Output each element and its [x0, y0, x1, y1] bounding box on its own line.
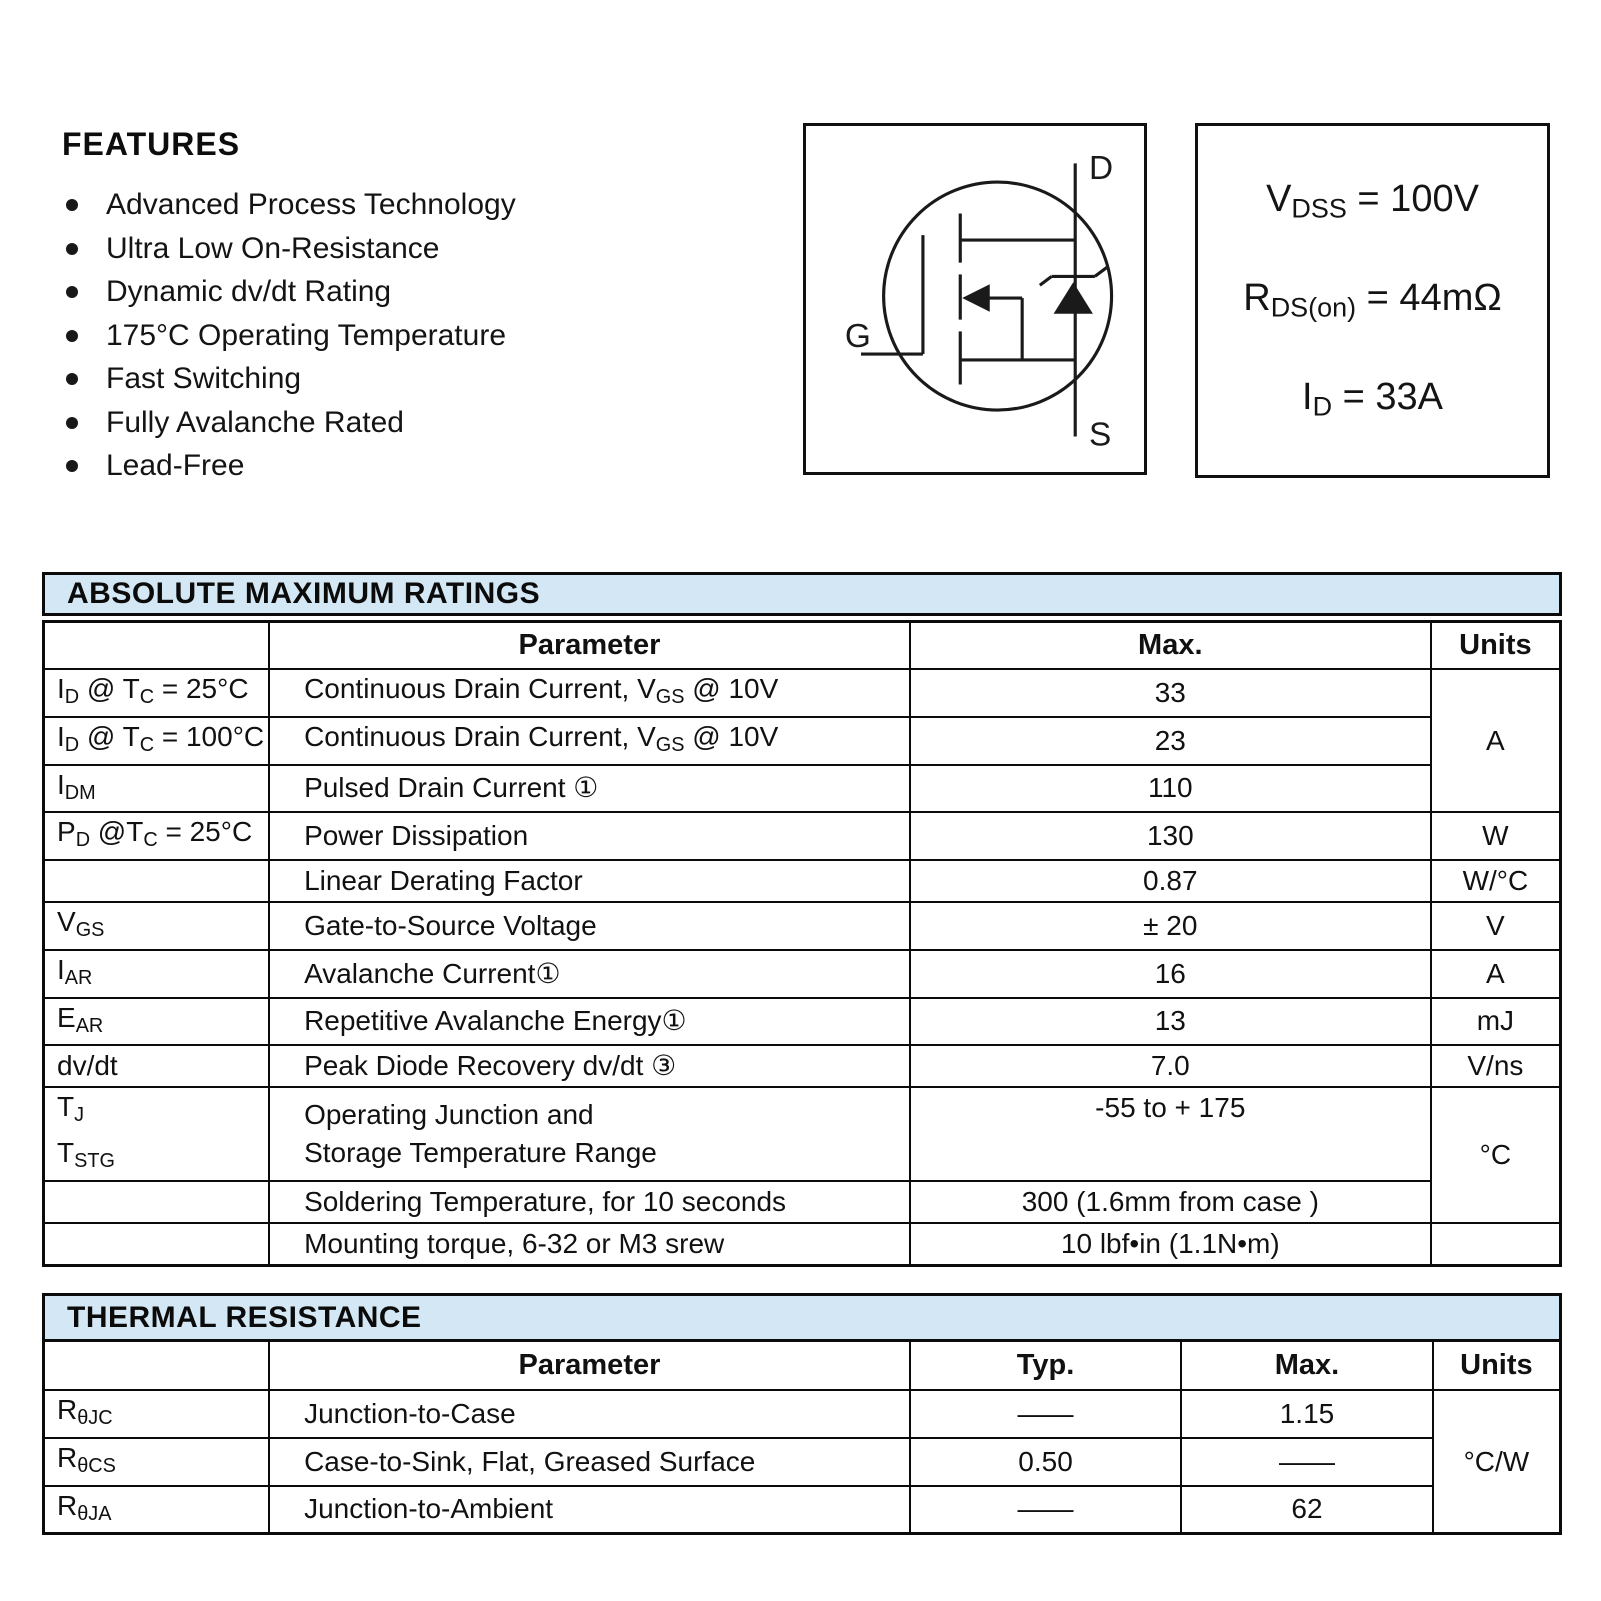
cell-max: ± 20	[910, 902, 1431, 950]
spec-line: ID = 33A	[1302, 376, 1443, 422]
bullet-icon	[66, 199, 78, 211]
header-units: Units	[1433, 1341, 1561, 1391]
thermal-table-body	[44, 1390, 1561, 1534]
abs-max-title: ABSOLUTE MAXIMUM RATINGS	[67, 577, 541, 610]
cell-units: A	[1431, 669, 1561, 812]
cell-typ: 0.50	[910, 1438, 1181, 1486]
cell-max: 16	[910, 950, 1431, 998]
cell-parameter: Soldering Temperature, for 10 seconds	[269, 1181, 910, 1223]
cell-parameter: Gate-to-Source Voltage	[269, 902, 910, 950]
cell-max: ——	[1181, 1438, 1433, 1486]
mosfet-symbol	[806, 126, 1144, 472]
key-specs-box	[1195, 123, 1550, 478]
features-section	[62, 126, 722, 488]
feature-item	[62, 444, 722, 488]
header-symbol	[44, 622, 270, 670]
cell-parameter: Mounting torque, 6-32 or M3 srew	[269, 1223, 910, 1266]
feature-item-label: Advanced Process Technology	[106, 188, 516, 221]
cell-parameter: Repetitive Avalanche Energy①	[269, 998, 910, 1046]
header-typ: Typ.	[910, 1341, 1181, 1391]
feature-item	[62, 183, 722, 227]
table-row	[44, 1181, 1561, 1223]
features-title: FEATURES	[62, 126, 241, 162]
feature-item-label: 175°C Operating Temperature	[106, 318, 507, 352]
feature-item-label: Lead-Free	[106, 449, 245, 482]
cell-max: 13	[910, 998, 1431, 1046]
thermal-resistance-table	[42, 1339, 1562, 1535]
header-symbol	[44, 1341, 270, 1391]
cell-units: A	[1431, 950, 1561, 998]
cell-parameter: Case-to-Sink, Flat, Greased Surface	[269, 1438, 910, 1486]
table-row	[44, 1087, 1561, 1181]
feature-item	[62, 357, 722, 401]
table-row	[44, 1486, 1561, 1534]
cell-parameter: Pulsed Drain Current ①	[269, 765, 910, 813]
header-units: Units	[1431, 622, 1561, 670]
feature-item-label: Fully Avalanche Rated	[106, 405, 404, 439]
table-row	[44, 812, 1561, 860]
cell-symbol: ID @ TC = 25°C	[44, 669, 270, 717]
cell-parameter: Operating Junction and Storage Temperature Range	[269, 1087, 910, 1181]
cell-max: 33	[910, 669, 1431, 717]
header-parameter: Parameter	[269, 1341, 910, 1391]
spec-line: VDSS = 100V	[1266, 178, 1479, 224]
cell-parameter: Peak Diode Recovery dv/dt ③	[269, 1045, 910, 1087]
thermal-title: THERMAL RESISTANCE	[67, 1300, 422, 1334]
feature-item	[62, 270, 722, 314]
abs-max-title-bar	[42, 572, 1562, 616]
feature-item	[62, 314, 722, 358]
cell-max: 7.0	[910, 1045, 1431, 1087]
cell-symbol: IAR	[44, 950, 270, 998]
table-row	[44, 765, 1561, 813]
cell-max: 23	[910, 717, 1431, 765]
cell-max: 10 lbf•in (1.1N•m)	[910, 1223, 1431, 1266]
table-row	[44, 902, 1561, 950]
cell-parameter: Continuous Drain Current, VGS @ 10V	[269, 669, 910, 717]
feature-item	[62, 401, 722, 445]
cell-symbol	[44, 1223, 270, 1266]
table-row	[44, 669, 1561, 717]
feature-item-label: Fast Switching	[106, 362, 302, 395]
drain-label: D	[1088, 150, 1114, 188]
cell-units: mJ	[1431, 998, 1561, 1046]
header-max: Max.	[910, 622, 1431, 670]
gate-label: G	[844, 318, 871, 356]
cell-max: 62	[1181, 1486, 1433, 1534]
bullet-icon	[66, 373, 78, 385]
cell-max: 300 (1.6mm from case )	[910, 1181, 1431, 1223]
cell-typ: ——	[910, 1486, 1181, 1534]
table-row	[44, 1223, 1561, 1266]
cell-units: V	[1431, 902, 1561, 950]
cell-symbol: RθJA	[44, 1486, 270, 1534]
cell-parameter: Avalanche Current①	[269, 950, 910, 998]
table-row	[44, 998, 1561, 1046]
table-row	[44, 860, 1561, 902]
thermal-resistance-section	[42, 1293, 1562, 1535]
cell-max: 110	[910, 765, 1431, 813]
bullet-icon	[66, 330, 78, 342]
cell-symbol: TJ TSTG	[44, 1087, 270, 1181]
source-label: S	[1088, 416, 1112, 454]
bullet-icon	[66, 417, 78, 429]
mosfet-symbol-box	[803, 123, 1147, 475]
cell-symbol: dv/dt	[44, 1045, 270, 1087]
cell-max: 1.15	[1181, 1390, 1433, 1438]
feature-item	[62, 227, 722, 271]
header-parameter: Parameter	[269, 622, 910, 670]
cell-symbol	[44, 1181, 270, 1223]
cell-parameter: Junction-to-Ambient	[269, 1486, 910, 1534]
cell-units: °C	[1431, 1087, 1561, 1223]
bullet-icon	[66, 286, 78, 298]
cell-symbol: RθCS	[44, 1438, 270, 1486]
feature-item-label: Ultra Low On-Resistance	[106, 231, 440, 265]
cell-parameter: Junction-to-Case	[269, 1390, 910, 1438]
body-diode	[1054, 282, 1093, 313]
cell-parameter: Continuous Drain Current, VGS @ 10V	[269, 717, 910, 765]
cell-units: W	[1431, 812, 1561, 860]
cell-symbol: VGS	[44, 902, 270, 950]
feature-list	[62, 183, 722, 488]
cell-parameter: Linear Derating Factor	[269, 860, 910, 902]
cell-symbol: RθJC	[44, 1390, 270, 1438]
cell-units: V/ns	[1431, 1045, 1561, 1087]
abs-max-table	[42, 620, 1562, 1267]
table-row	[44, 1390, 1561, 1438]
cell-symbol: ID @ TC = 100°C	[44, 717, 270, 765]
bullet-icon	[66, 243, 78, 255]
cell-typ: ——	[910, 1390, 1181, 1438]
table-header-row	[44, 622, 1561, 670]
cell-units: °C/W	[1433, 1390, 1561, 1534]
cell-symbol	[44, 860, 270, 902]
table-row	[44, 1438, 1561, 1486]
abs-max-table-body	[44, 669, 1561, 1265]
thermal-title-bar	[42, 1293, 1562, 1339]
body-arrow	[962, 284, 990, 312]
cell-symbol: PD @TC = 25°C	[44, 812, 270, 860]
feature-item-label: Dynamic dv/dt Rating	[106, 275, 392, 308]
table-row	[44, 717, 1561, 765]
cell-parameter: Power Dissipation	[269, 812, 910, 860]
table-header-row	[44, 1341, 1561, 1391]
table-row	[44, 950, 1561, 998]
cell-units: W/°C	[1431, 860, 1561, 902]
bullet-icon	[66, 460, 78, 472]
cell-max: -55 to + 175	[910, 1087, 1431, 1181]
cell-max: 0.87	[910, 860, 1431, 902]
absolute-maximum-ratings-section	[42, 572, 1562, 1267]
table-row	[44, 1045, 1561, 1087]
cell-symbol: IDM	[44, 765, 270, 813]
header-max: Max.	[1181, 1341, 1433, 1391]
cell-symbol: EAR	[44, 998, 270, 1046]
spec-line: RDS(on) = 44mΩ	[1243, 277, 1502, 323]
cell-max: 130	[910, 812, 1431, 860]
cell-units	[1431, 1223, 1561, 1266]
